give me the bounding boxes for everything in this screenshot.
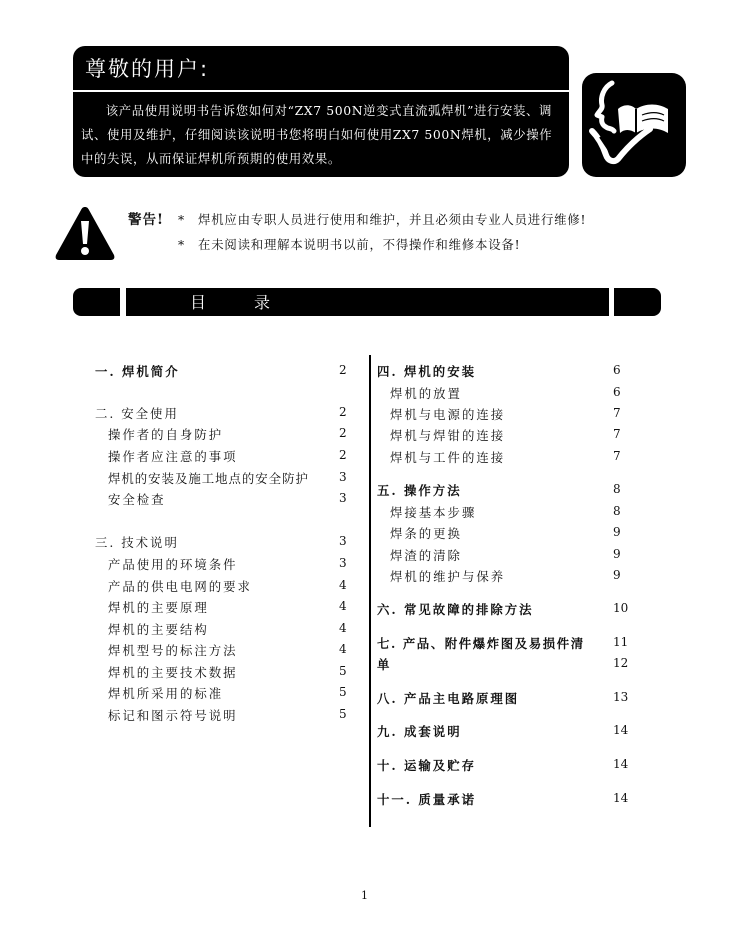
toc-page: 2: [339, 405, 347, 419]
toc-entry[interactable]: 焊机与工件的连接: [390, 450, 506, 465]
toc-page: 4: [339, 642, 347, 656]
toc-entry[interactable]: 四. 焊机的安装: [377, 364, 476, 379]
toc-page: 12: [613, 656, 629, 670]
toc-page: 2: [339, 363, 347, 377]
reading-manual-icon: [582, 73, 686, 177]
toc-page: 5: [339, 707, 347, 721]
toc-entry[interactable]: 二. 安全使用: [95, 406, 179, 421]
toc-page: 8: [613, 504, 621, 518]
toc-entry[interactable]: 九. 成套说明: [377, 724, 462, 739]
toc-page: 4: [339, 621, 347, 635]
toc-page: 4: [339, 578, 347, 592]
toc-entry[interactable]: 焊接基本步骤: [390, 505, 477, 520]
toc-page: 7: [613, 406, 621, 420]
toc-entry[interactable]: 产品使用的环境条件: [108, 557, 238, 572]
intro-text: 该产品使用说明书告诉您如何对“ZX7 500N逆变式直流弧焊机”进行安装、调试、使用及维护，仔细阅读该说明书您将明白如何使用ZX7 500N焊机，减少操作中的失误，从而保证焊机所预期的使用效果。: [81, 103, 553, 166]
toc-page: 7: [613, 427, 621, 441]
toc-page: 11: [613, 635, 629, 649]
toc-page: 5: [339, 664, 347, 678]
toc-entry[interactable]: 三. 技术说明: [95, 535, 179, 550]
toc-page: 4: [339, 599, 347, 613]
toc-entry[interactable]: 安全检查: [108, 492, 166, 507]
toc-page: 6: [613, 385, 621, 399]
toc-entry[interactable]: 单: [377, 657, 392, 672]
toc-entry[interactable]: 产品的供电电网的要求: [108, 579, 252, 594]
warning-line-2: [178, 235, 520, 253]
toc-page: 14: [613, 791, 629, 805]
toc-page: 3: [339, 491, 347, 505]
warning-line-1: [178, 210, 586, 228]
toc-entry[interactable]: 标记和图示符号说明: [108, 708, 238, 723]
intro-title: 尊敬的用户:: [85, 57, 210, 81]
toc-entry[interactable]: 焊机的主要技术数据: [108, 665, 238, 680]
toc-entry[interactable]: 操作者的自身防护: [108, 427, 224, 442]
toc-page: 9: [613, 547, 621, 561]
toc-page: 6: [613, 363, 621, 377]
toc-page: 7: [613, 449, 621, 463]
toc-page: 14: [613, 757, 629, 771]
toc-entry[interactable]: 焊机与焊钳的连接: [390, 428, 506, 443]
toc-page: 9: [613, 568, 621, 582]
toc-page: 8: [613, 482, 621, 496]
toc-entry[interactable]: 焊机所采用的标准: [108, 686, 224, 701]
toc-page: 2: [339, 448, 347, 462]
toc-entry[interactable]: 焊机的主要原理: [108, 600, 209, 615]
toc-entry[interactable]: 操作者应注意的事项: [108, 449, 238, 464]
column-divider: [369, 355, 371, 827]
warning-text-1: 焊机应由专职人员进行使用和维护，并且必须由专业人员进行维修!: [198, 212, 587, 227]
toc-entry[interactable]: 焊机的维护与保养: [390, 569, 506, 584]
toc-entry[interactable]: 一. 焊机简介: [95, 364, 180, 379]
toc-bar-right: [614, 288, 661, 316]
toc-entry[interactable]: 焊机型号的标注方法: [108, 643, 238, 658]
toc-page: 2: [339, 426, 347, 440]
toc-entry[interactable]: 八. 产品主电路原理图: [377, 691, 520, 706]
toc-page: 10: [613, 601, 629, 615]
intro-box: [73, 46, 569, 177]
toc-page: 5: [339, 685, 347, 699]
warning-label: 警告!: [128, 212, 164, 228]
toc-entry[interactable]: 焊机的主要结构: [108, 622, 209, 637]
toc-entry[interactable]: 焊机与电源的连接: [390, 407, 506, 422]
toc-bar-left: [73, 288, 120, 316]
toc-entry[interactable]: 十. 运输及贮存: [377, 758, 476, 773]
toc-entry[interactable]: 十一. 质量承诺: [377, 792, 476, 807]
toc-page: 3: [339, 534, 347, 548]
warning-triangle-icon: [54, 205, 116, 261]
page-number: 1: [361, 889, 368, 902]
toc-page: 3: [339, 556, 347, 570]
intro-divider: [73, 90, 569, 92]
toc-page: 13: [613, 690, 629, 704]
toc-entry[interactable]: 焊机的安装及施工地点的安全防护: [108, 471, 309, 486]
toc-entry[interactable]: 焊条的更换: [390, 526, 462, 541]
warning-text-2: 在未阅读和理解本说明书以前，不得操作和维修本设备!: [198, 237, 521, 252]
bullet-star: *: [178, 237, 185, 252]
toc-entry[interactable]: 焊机的放置: [390, 386, 462, 401]
toc-page: 3: [339, 470, 347, 484]
bullet-star: *: [178, 212, 185, 227]
toc-entry[interactable]: 七. 产品、附件爆炸图及易损件清: [377, 636, 585, 651]
toc-entry[interactable]: 焊渣的清除: [390, 548, 462, 563]
toc-page: 14: [613, 723, 629, 737]
toc-title: 目录: [190, 293, 319, 312]
toc-entry[interactable]: 五. 操作方法: [377, 483, 462, 498]
toc-page: 9: [613, 525, 621, 539]
toc-entry[interactable]: 六. 常见故障的排除方法: [377, 602, 534, 617]
